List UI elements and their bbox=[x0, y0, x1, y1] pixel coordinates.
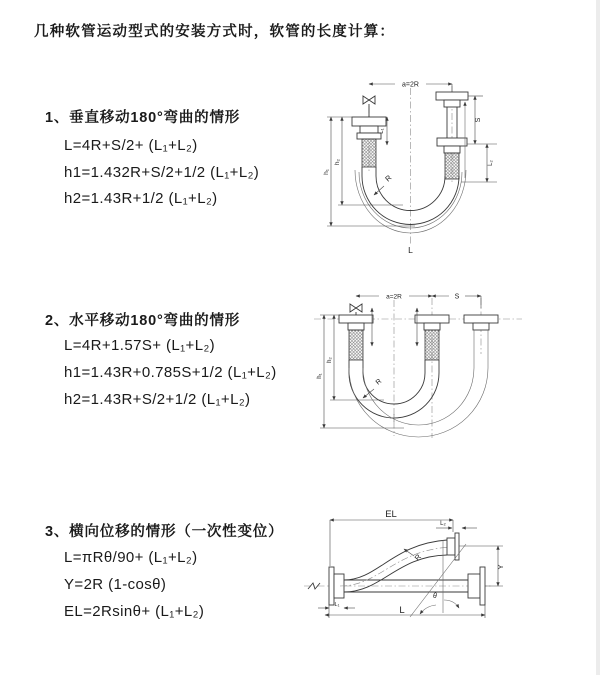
svg-text:L: L bbox=[399, 605, 405, 616]
braided-hose-section bbox=[445, 153, 459, 179]
dimension-el bbox=[330, 509, 453, 566]
hose-displaced-position bbox=[340, 540, 451, 592]
section-2-formula-h2: h2=1.43R+S/2+1/2 (L₁+L₂) bbox=[64, 391, 251, 408]
length-label: L bbox=[408, 245, 413, 255]
svg-text:h₁: h₁ bbox=[323, 169, 330, 175]
svg-text:L₂: L₂ bbox=[440, 521, 446, 527]
svg-text:S: S bbox=[475, 117, 482, 123]
section-3-formula-EL: EL=2Rsinθ+ (L₁+L₂) bbox=[64, 603, 205, 620]
page-title: 几种软管运动型式的安装方式时，软管的长度计算： bbox=[34, 24, 396, 40]
dimension-l2 bbox=[436, 521, 477, 528]
hose-phantom-position bbox=[349, 350, 488, 437]
svg-text:L₁: L₁ bbox=[379, 128, 385, 134]
svg-text:a=2R: a=2R bbox=[386, 293, 402, 301]
hose-u-bend bbox=[349, 350, 488, 437]
svg-text:h₂: h₂ bbox=[334, 158, 341, 166]
svg-text:R: R bbox=[374, 377, 384, 387]
left-fitting bbox=[352, 117, 386, 167]
valve-icon bbox=[363, 96, 375, 117]
diagram-horizontal-180-bend bbox=[312, 288, 590, 456]
section-2-formula-L: L=4R+1.57S+ (L₁+L₂) bbox=[64, 337, 216, 354]
dimension-l1 bbox=[318, 602, 355, 608]
dimension-s bbox=[467, 96, 497, 144]
centerlines bbox=[369, 86, 452, 244]
section-1-formula-h1: h1=1.432R+S/2+1/2 (L₁+L₂) bbox=[64, 164, 260, 181]
svg-text:L₁: L₁ bbox=[334, 602, 340, 608]
section-2-heading: 2、水平移动180°弯曲的情形 bbox=[45, 313, 241, 329]
svg-text:Y: Y bbox=[496, 564, 505, 570]
diagram-vertical-180-bend bbox=[315, 72, 585, 257]
svg-text:h₁: h₁ bbox=[317, 373, 323, 379]
section-3-formula-Y: Y=2R (1-cosθ) bbox=[64, 576, 167, 593]
valve-icon bbox=[350, 304, 362, 315]
middle-fitting bbox=[415, 315, 449, 360]
dimension-a2r bbox=[356, 294, 432, 301]
svg-text:S: S bbox=[454, 293, 460, 301]
left-fitting bbox=[339, 315, 373, 360]
section-1-formula-L: L=4R+S/2+ (L₁+L₂) bbox=[64, 137, 198, 154]
section-3-formula-L: L=πRθ/90+ (L₁+L₂) bbox=[64, 549, 198, 566]
angle-label: θ bbox=[433, 593, 437, 600]
braided-hose-section bbox=[362, 139, 376, 167]
right-flange bbox=[468, 567, 485, 605]
hose-phantom-position bbox=[363, 350, 474, 425]
dimension-l bbox=[325, 605, 485, 618]
section-1-formula-h2: h2=1.43R+1/2 (L₁+L₂) bbox=[64, 190, 218, 207]
right-fitting bbox=[436, 92, 468, 179]
diagram-lateral-displacement bbox=[296, 506, 596, 651]
braided-hose-section bbox=[425, 330, 439, 360]
svg-text:L₂: L₂ bbox=[488, 160, 494, 166]
section-1-heading: 1、垂直移动180°弯曲的情形 bbox=[45, 110, 241, 126]
section-3-heading: 3、横向位移的情形（一次性变位） bbox=[45, 524, 284, 540]
dimension-l2 bbox=[461, 144, 497, 182]
svg-text:R: R bbox=[383, 173, 394, 184]
svg-text:a=2R: a=2R bbox=[402, 81, 419, 89]
radius-label bbox=[404, 549, 423, 562]
section-2-formula-h1: h1=1.43R+0.785S+1/2 (L₁+L₂) bbox=[64, 364, 277, 381]
dimension-s bbox=[432, 294, 481, 309]
svg-text:h₂: h₂ bbox=[327, 357, 333, 363]
fitting-length-dims bbox=[372, 308, 417, 346]
svg-text:EL: EL bbox=[385, 509, 397, 520]
scan-edge-shadow bbox=[596, 0, 600, 675]
svg-text:R: R bbox=[412, 552, 424, 563]
braided-hose-section bbox=[349, 330, 363, 360]
